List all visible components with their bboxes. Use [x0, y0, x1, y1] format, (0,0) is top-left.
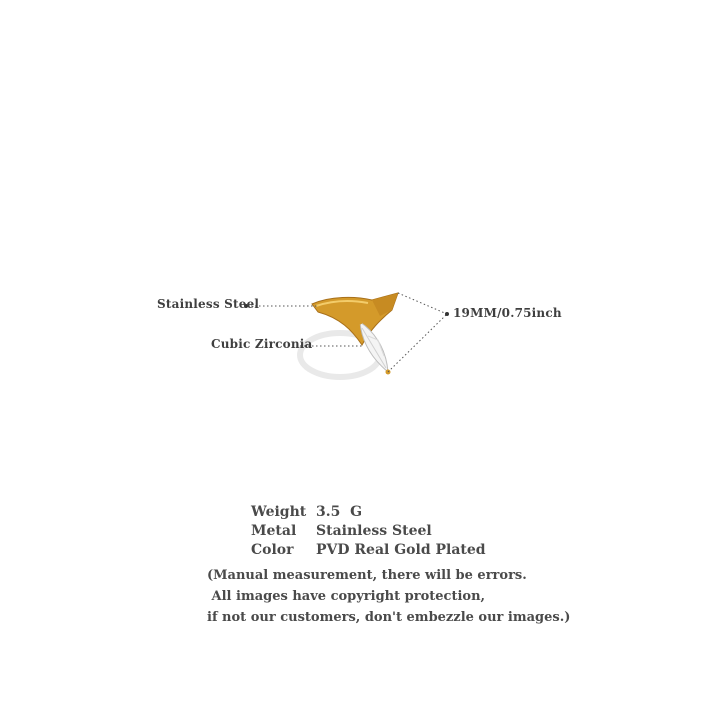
spec-value: PVD Real Gold Plated — [316, 542, 486, 558]
disclaimer-line: if not our customers, don't embezzle our images.) — [207, 610, 571, 625]
spec-key: Weight — [251, 504, 307, 520]
spec-row-color — [251, 541, 486, 560]
callout-dot-size — [445, 312, 449, 316]
disclaimer — [207, 565, 570, 628]
spec-table — [251, 503, 486, 560]
disclaimer-line: All images have copyright protection, — [207, 589, 486, 604]
material-label: Stainless Steel — [157, 297, 260, 311]
size-label: 19MM/0.75inch — [453, 306, 562, 320]
disclaimer-line: (Manual measurement, there will be errors. — [207, 568, 527, 583]
spec-key: Color — [251, 542, 294, 558]
spec-row-metal — [251, 522, 486, 541]
spec-row-weight — [251, 503, 486, 522]
stone-label: Cubic Zirconia — [211, 337, 313, 351]
spec-value: 3.5 G — [316, 504, 363, 520]
spec-key: Metal — [251, 523, 297, 539]
spec-value: Stainless Steel — [316, 523, 432, 539]
